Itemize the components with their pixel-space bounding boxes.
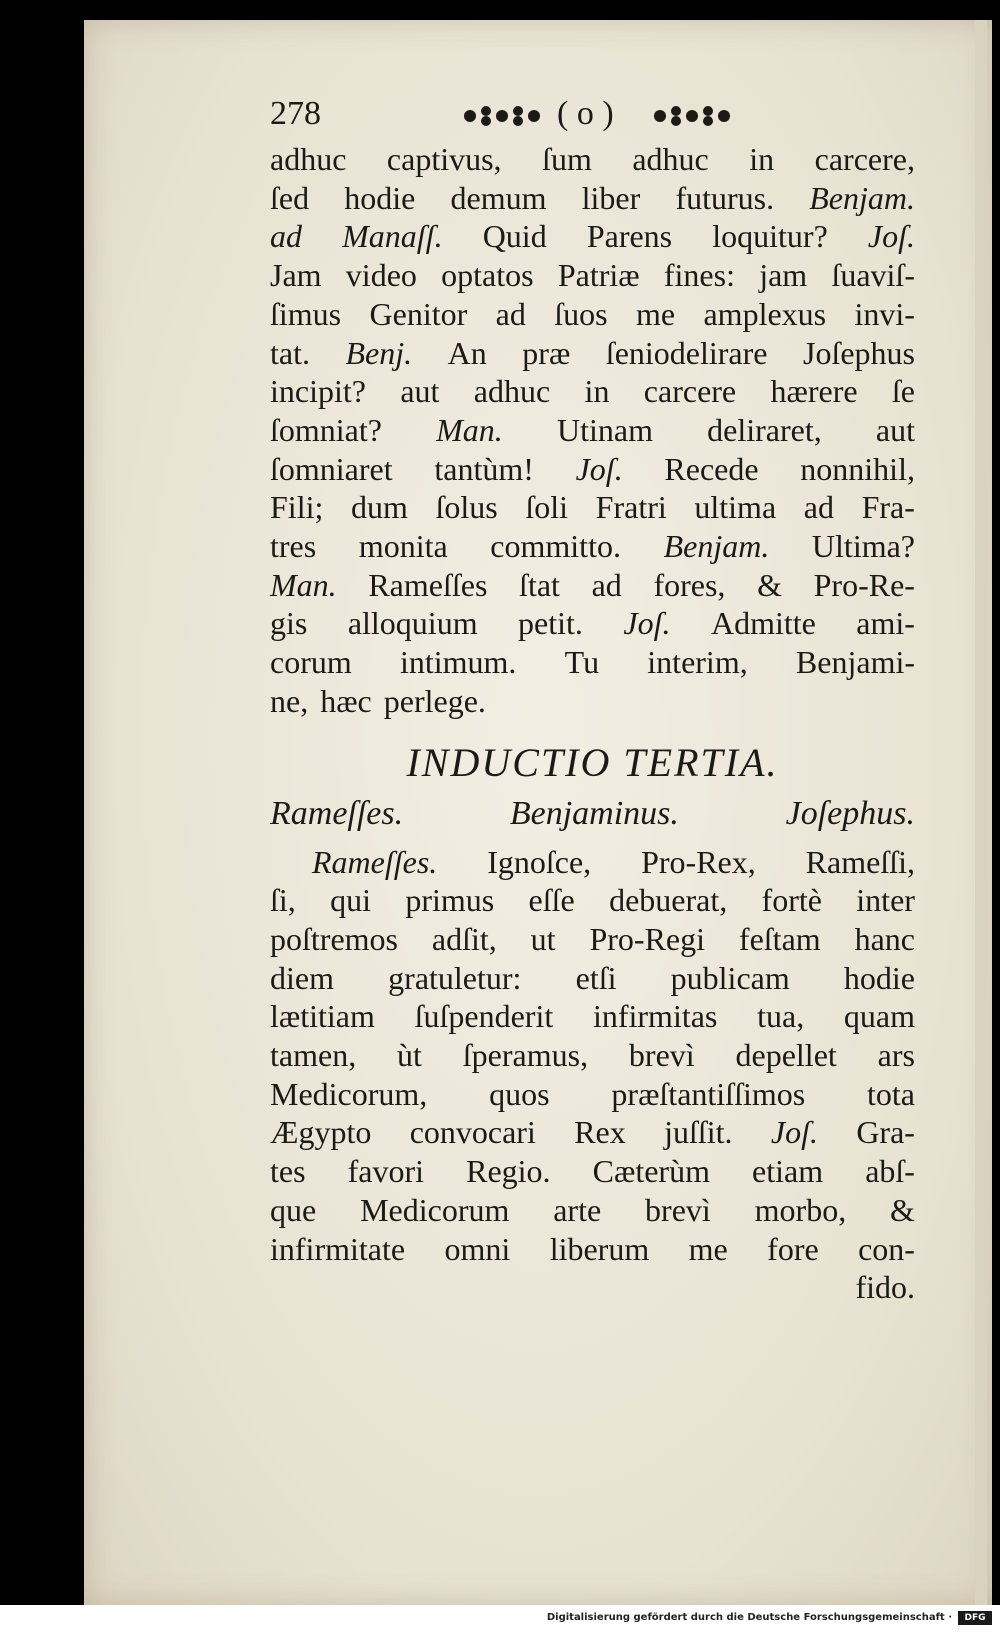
word: Rameſſes xyxy=(368,566,488,603)
word: ami- xyxy=(856,605,915,642)
word: ultima xyxy=(694,489,777,526)
word: infirmitate xyxy=(270,1230,406,1267)
speaker-name: Joſ. xyxy=(867,218,915,255)
word: debuerat, xyxy=(609,882,728,919)
word: præſtantiſſimos xyxy=(611,1075,806,1112)
word: & xyxy=(890,1191,915,1228)
word: alloquium xyxy=(347,605,478,642)
word: ſperamus, xyxy=(462,1037,589,1074)
word: tua, xyxy=(757,998,805,1035)
word: ne, xyxy=(270,682,309,719)
word: carcere xyxy=(643,373,737,410)
text-line xyxy=(270,256,915,295)
text-line xyxy=(270,997,915,1036)
word: Medicorum xyxy=(360,1191,510,1228)
word: favori xyxy=(347,1153,425,1190)
word: demum xyxy=(450,179,547,216)
word: ſe xyxy=(891,373,915,410)
word: tantùm! xyxy=(434,450,534,487)
word: incipit? xyxy=(270,373,366,410)
persona-rameses: Rameſſes. xyxy=(270,794,404,832)
dramatis-personae xyxy=(270,791,915,837)
text-line xyxy=(270,334,915,373)
word: etſi xyxy=(575,959,617,996)
word: quos xyxy=(489,1075,550,1112)
word: carcere, xyxy=(814,141,915,177)
word: Cæterùm xyxy=(592,1153,710,1190)
text-line xyxy=(270,643,915,682)
word: fores, xyxy=(653,566,726,603)
speaker-name: Joſ. xyxy=(623,605,671,642)
persona-benjaminus: Benjaminus. xyxy=(509,794,679,832)
page-body xyxy=(270,140,915,1307)
text-line xyxy=(270,1191,915,1230)
word: committo. xyxy=(490,528,621,565)
word: Rameſſi, xyxy=(805,843,915,880)
word: me xyxy=(688,1230,728,1267)
text-line xyxy=(270,488,915,527)
word: inter xyxy=(856,882,915,919)
word: ſed xyxy=(270,179,310,216)
speaker-name: Man. xyxy=(436,411,503,448)
text-line xyxy=(270,843,915,882)
word: diem xyxy=(270,959,334,996)
word: arte xyxy=(553,1191,602,1228)
speaker-name: Benjam. xyxy=(663,528,770,565)
word: ſtat xyxy=(519,566,560,603)
word: hærere xyxy=(770,373,858,410)
word: ſimus xyxy=(270,295,342,332)
text-line xyxy=(270,1152,915,1191)
word: deliraret, xyxy=(707,411,822,448)
word: Pro-Regi xyxy=(589,920,706,957)
page-header xyxy=(270,95,930,137)
word: monita xyxy=(358,528,448,565)
word: video xyxy=(345,257,417,294)
text-line xyxy=(270,450,915,489)
persona-josephus: Joſephus. xyxy=(785,794,915,832)
word: Parens xyxy=(586,218,673,255)
text-line xyxy=(270,411,915,450)
speaker-name: Benjam. xyxy=(809,179,915,216)
word: ſoli xyxy=(525,489,569,526)
word: fortè xyxy=(761,882,822,919)
word: perlege. xyxy=(383,682,486,719)
text-line xyxy=(270,217,915,256)
word: Ægypto xyxy=(270,1114,372,1151)
word: tota xyxy=(867,1075,915,1112)
catchword: fido. xyxy=(855,1269,915,1306)
text-line xyxy=(270,682,915,721)
text-line xyxy=(270,527,915,566)
digitization-footer xyxy=(0,1605,1000,1632)
word: brevì xyxy=(628,1037,695,1074)
word: hæc xyxy=(320,682,372,719)
word: intimum. xyxy=(399,644,517,681)
word: jam xyxy=(759,257,808,294)
word: Recede xyxy=(664,450,759,487)
text-line xyxy=(270,881,915,920)
word: in xyxy=(584,373,610,410)
word: Benjami- xyxy=(795,644,915,681)
text-line xyxy=(270,1113,915,1152)
ornament-left-icon xyxy=(460,101,544,129)
text-line xyxy=(270,179,915,218)
word: tamen, xyxy=(270,1037,357,1074)
word: liberum xyxy=(549,1230,650,1267)
text-line xyxy=(270,140,915,179)
word: brevì xyxy=(645,1191,711,1228)
word: Fili; xyxy=(270,489,324,526)
word: adhuc xyxy=(473,373,551,410)
word: Rex xyxy=(574,1114,626,1151)
word: futurus. xyxy=(675,179,775,216)
word: poſtremos xyxy=(270,920,398,957)
word: eſſe xyxy=(528,882,575,919)
word: tes xyxy=(270,1153,306,1190)
word: feſtam xyxy=(738,920,821,957)
word: petit. xyxy=(518,605,583,642)
word: ad xyxy=(803,489,834,526)
text-line xyxy=(270,1036,915,1075)
word: ſi, xyxy=(270,882,296,919)
word: con- xyxy=(858,1230,915,1267)
text-line xyxy=(270,920,915,959)
word: gis xyxy=(270,605,308,642)
word: ſuſpenderit xyxy=(414,998,554,1035)
word: adhuc xyxy=(632,141,709,177)
word: depellet xyxy=(735,1037,837,1074)
word: Ultima? xyxy=(811,528,915,565)
word: Pro-Re- xyxy=(813,566,915,603)
word: aut xyxy=(875,411,915,448)
speaker-name: Rameſſes. xyxy=(312,843,438,880)
speaker-name: Manaſſ. xyxy=(342,218,443,255)
word: invi- xyxy=(854,295,915,332)
page-edge xyxy=(975,20,987,1605)
word: Fra- xyxy=(861,489,915,526)
word: me xyxy=(635,295,676,332)
word: Patriæ xyxy=(557,257,640,294)
speaker-name: ad xyxy=(270,218,302,255)
word: Joſephus xyxy=(803,334,915,371)
word: tat. xyxy=(270,334,310,371)
word: ſuos xyxy=(554,295,608,332)
word: omni xyxy=(444,1230,511,1267)
word: hodie xyxy=(843,959,915,996)
word: Quid xyxy=(482,218,547,255)
word: primus xyxy=(405,882,495,919)
word: ſum xyxy=(542,141,592,177)
header-center-mark: ( o ) xyxy=(557,95,614,132)
word: corum xyxy=(270,644,352,681)
text-line xyxy=(270,959,915,998)
word: dum xyxy=(350,489,408,526)
ornament-right-icon xyxy=(650,101,734,129)
word: tres xyxy=(270,528,317,565)
word: ſomniat? xyxy=(270,411,382,448)
word: ars xyxy=(877,1037,915,1074)
word: ſeniodelirare xyxy=(605,334,768,371)
scene-block xyxy=(270,843,915,1269)
word: fines: xyxy=(663,257,735,294)
word: Pro-Rex, xyxy=(641,843,756,880)
text-line xyxy=(270,1075,915,1114)
word: An xyxy=(447,334,487,371)
word: Ignoſce, xyxy=(487,843,592,880)
word: hodie xyxy=(344,179,416,216)
word: que xyxy=(270,1191,317,1228)
word: aut xyxy=(400,373,440,410)
speaker-name: Man. xyxy=(270,566,337,603)
word: convocari xyxy=(409,1114,536,1151)
word: Tu xyxy=(564,644,600,681)
text-line xyxy=(270,566,915,605)
word: ùt xyxy=(397,1037,422,1074)
word: hanc xyxy=(854,920,915,957)
word: ad xyxy=(591,566,622,603)
text-line xyxy=(270,295,915,334)
word: adſit, xyxy=(431,920,497,957)
text-line xyxy=(270,1230,915,1269)
word: Admitte xyxy=(710,605,816,642)
word: fore xyxy=(767,1230,819,1267)
word: etiam xyxy=(752,1153,824,1190)
word: Utinam xyxy=(556,411,653,448)
word: Medicorum, xyxy=(270,1075,428,1112)
word: Fratri xyxy=(595,489,667,526)
word: gratuletur: xyxy=(388,959,522,996)
text-line xyxy=(270,604,915,643)
dialogue-block xyxy=(270,140,915,721)
word: abſ- xyxy=(865,1153,915,1190)
word: in xyxy=(749,141,775,177)
word: quam xyxy=(843,998,915,1035)
word: ad xyxy=(495,295,526,332)
word: juſſit. xyxy=(664,1114,733,1151)
word: adhuc xyxy=(270,141,347,177)
word: præ xyxy=(522,334,571,371)
word: amplexus xyxy=(703,295,827,332)
word: ut xyxy=(530,920,556,957)
word: interim, xyxy=(647,644,748,681)
word: liber xyxy=(581,179,641,216)
page-number: 278 xyxy=(270,95,321,132)
word: lætitiam xyxy=(270,998,375,1035)
word: captivus, xyxy=(386,141,502,177)
word: infirmitas xyxy=(592,998,718,1035)
footer-text: Digitalisierung gefördert durch die Deutsche Forschungsgemeinschaft · xyxy=(546,1612,952,1623)
speaker-name: Joſ. xyxy=(770,1114,818,1151)
dfg-logo: DFG xyxy=(958,1611,992,1625)
word: Genitor xyxy=(369,295,468,332)
text-line xyxy=(270,372,915,411)
word: Gra- xyxy=(856,1114,915,1151)
word: qui xyxy=(330,882,371,919)
speaker-name: Joſ. xyxy=(575,450,623,487)
word: optatos xyxy=(441,257,534,294)
word: & xyxy=(757,566,782,603)
word: nonnihil, xyxy=(800,450,915,487)
word: Regio. xyxy=(466,1153,551,1190)
word: publicam xyxy=(670,959,790,996)
word: morbo, xyxy=(754,1191,847,1228)
speaker-name: Benj. xyxy=(345,334,413,371)
scene-heading: INDUCTIO TERTIA. xyxy=(406,739,779,785)
word: ſolus xyxy=(435,489,498,526)
word: ſuaviſ- xyxy=(831,257,915,294)
word: loquitur? xyxy=(712,218,828,255)
word: ſomniaret xyxy=(270,450,393,487)
word: Jam xyxy=(270,257,322,294)
